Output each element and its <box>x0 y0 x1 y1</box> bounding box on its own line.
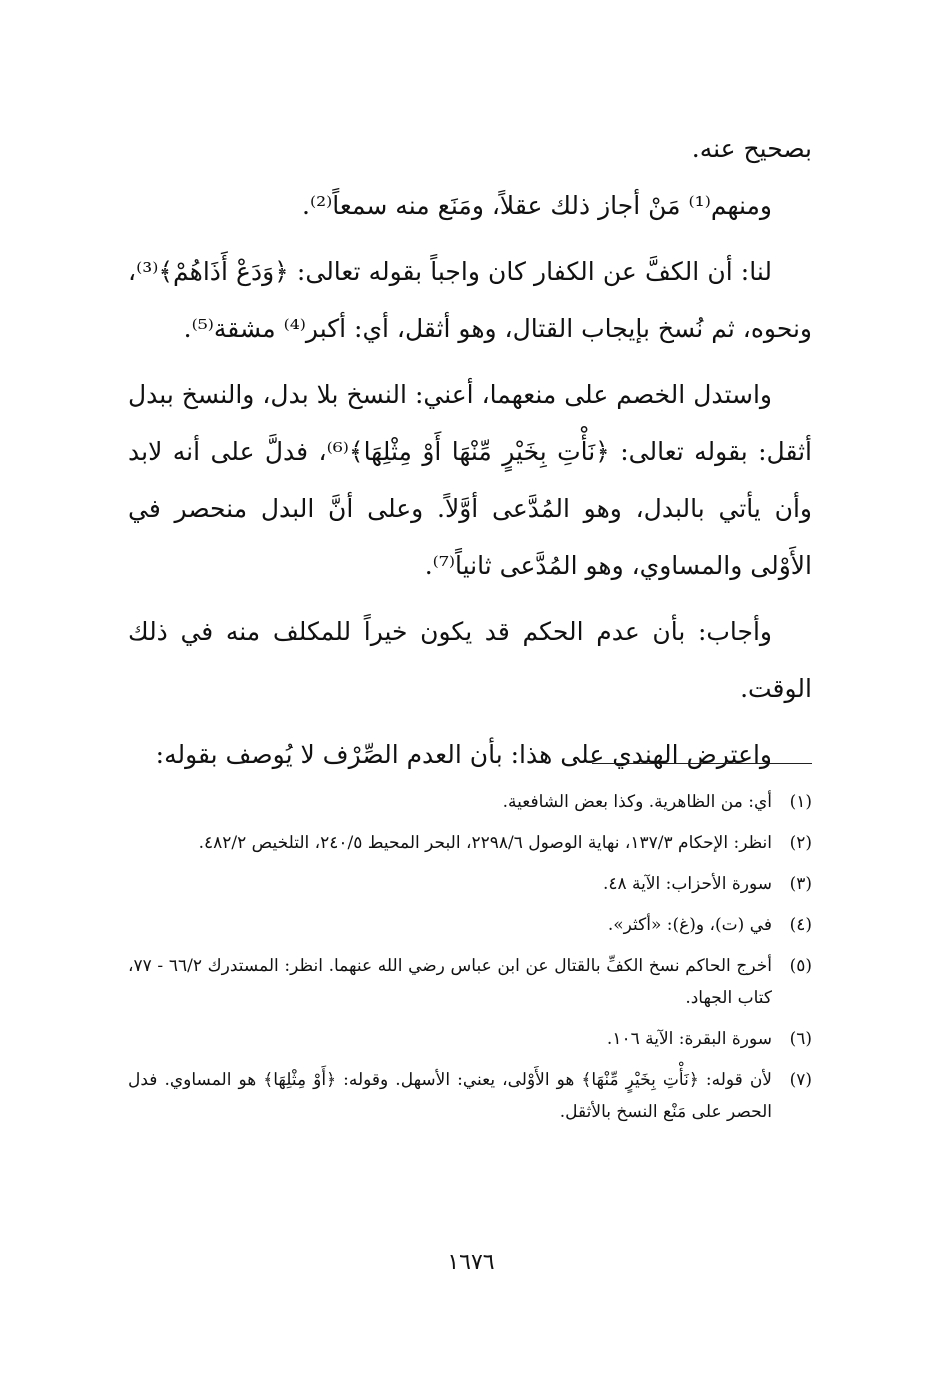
footnote-text: أي: من الظاهرية. وكذا بعض الشافعية. <box>502 792 772 812</box>
paragraph-3: لنا: أن الكفَّ عن الكفار كان واجباً بقوله تعالى: ﴿وَدَعْ أَذَاهُمْ﴾⁽³⁾، ونحوه، ثم نُسخ بإيجاب القتال، وهو أثقل، أي: أكبر⁽⁴⁾ مشقة⁽⁵⁾. <box>128 257 812 343</box>
page-number: ١٦٧٦ <box>447 1250 495 1275</box>
footnotes <box>128 786 812 1137</box>
paragraph-2: ومنهم⁽¹⁾ مَنْ أجاز ذلك عقلاً، ومَنَع منه سمعاً⁽²⁾. <box>302 191 772 220</box>
footnote-number: (٥) <box>789 956 812 976</box>
footnote-5 <box>128 950 812 1014</box>
footnote-number: (٧) <box>789 1070 812 1090</box>
footnote-text: أخرج الحاكم نسخ الكفِّ بالقتال عن ابن عباس رضي الله عنهما. انظر: المستدرك ٦٦/٢ - ٧٧، كتاب الجهاد. <box>128 956 772 1008</box>
paragraph-5: وأجاب: بأن عدم الحكم قد يكون خيراً للمكلف منه في ذلك الوقت. <box>128 617 812 703</box>
paragraph-1: بصحيح عنه. <box>691 134 812 163</box>
footnote-number: (٣) <box>789 874 812 894</box>
footnote-text: لأن قوله: ﴿نَأْتِ بِخَيْرٍ مِّنْهَا﴾ هو الأَوْلى، يعني: الأسهل. وقوله: ﴿أَوْ مِثْلِهَا﴾ هو المساوي. فدل الحصر على مَنْع النسخ بالأثقل. <box>128 1070 772 1122</box>
footnote-number: (٦) <box>789 1029 812 1049</box>
footnote-4 <box>128 909 812 941</box>
footnote-3 <box>128 868 812 900</box>
footnote-6 <box>128 1023 812 1055</box>
paragraph-6: واعترض الهندي على هذا: بأن العدم الصِّرْف لا يُوصف بقوله: <box>155 740 772 769</box>
footnote-separator <box>592 763 812 764</box>
footnote-text: في (ت)، و(غ): «أكثر». <box>607 915 772 935</box>
footnote-number: (١) <box>789 792 812 812</box>
footnote-number: (٢) <box>789 833 812 853</box>
footnote-1 <box>128 786 812 818</box>
footnote-2 <box>128 827 812 859</box>
paragraph-4: واستدل الخصم على منعهما، أعني: النسخ بلا بدل، والنسخ ببدل أثقل: بقوله تعالى: ﴿نَأْتِ بِخَيْرٍ مِّنْهَا أَوْ مِثْلِهَا﴾⁽⁶⁾، فدلَّ على أنه لابد وأن يأتي بالبدل، وهو المُدَّعى أوَّلاً. وعلى أنَّ البدل منحصر في الأَوْلى والمساوي، وهو المُدَّعى ثانياً⁽⁷⁾. <box>128 380 812 580</box>
footnote-7 <box>128 1064 812 1128</box>
footnote-text: انظر: الإحكام ١٣٧/٣، نهاية الوصول ٢٢٩٨/٦، البحر المحيط ٢٤٠/٥، التلخيص ٤٨٢/٢. <box>198 833 772 853</box>
footnote-text: سورة الأحزاب: الآية ٤٨. <box>602 874 772 894</box>
main-text <box>128 120 812 783</box>
footnote-number: (٤) <box>789 915 812 935</box>
footnote-text: سورة البقرة: الآية ١٠٦. <box>606 1029 772 1049</box>
